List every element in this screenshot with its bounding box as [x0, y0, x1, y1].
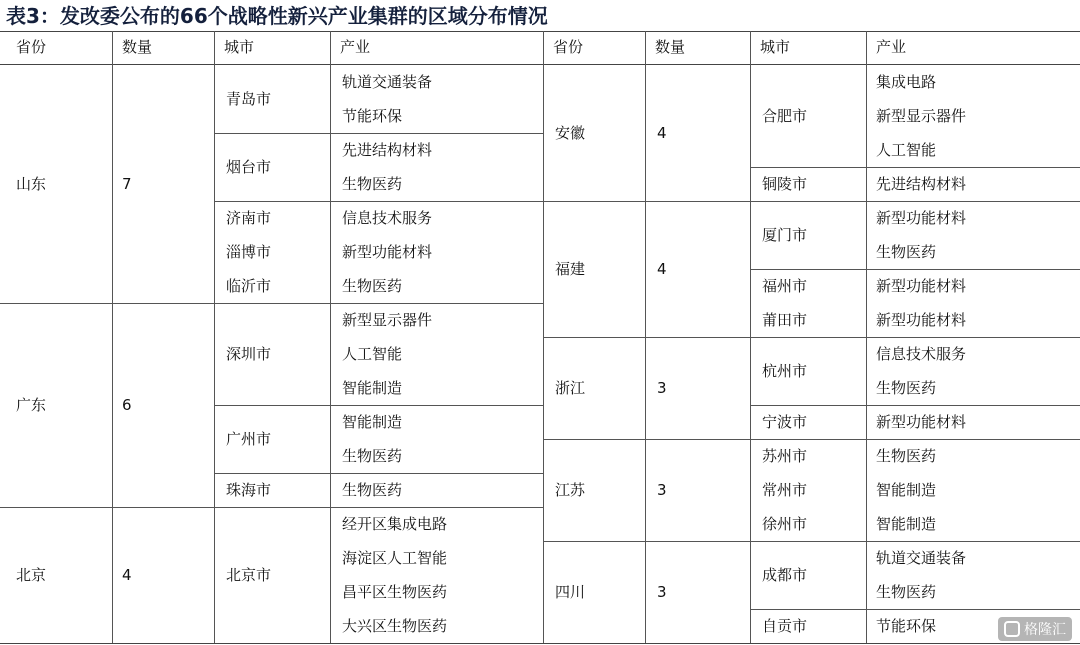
header-cell: 城市	[224, 38, 255, 56]
city-name: 深圳市	[226, 345, 272, 363]
industry-name: 人工智能	[342, 345, 403, 363]
city-name: 苏州市	[762, 447, 808, 465]
industry-name: 生物医药	[876, 447, 937, 465]
province-count: 3	[657, 583, 667, 601]
industry-name: 新型功能材料	[342, 243, 433, 261]
industry-name: 生物医药	[342, 277, 403, 295]
header-cell: 数量	[122, 38, 153, 56]
city-name: 北京市	[226, 566, 272, 584]
industry-name: 新型功能材料	[876, 277, 967, 295]
province-name: 广东	[16, 396, 47, 414]
industry-name: 经开区集成电路	[342, 515, 448, 533]
industry-name: 先进结构材料	[876, 175, 967, 193]
province-name: 浙江	[555, 379, 586, 397]
industry-name: 生物医药	[342, 481, 403, 499]
industry-name: 昌平区生物医药	[342, 583, 448, 601]
header-top-rule	[0, 31, 1080, 32]
city-name: 合肥市	[762, 107, 808, 125]
row-divider	[543, 439, 750, 440]
city-name: 淄博市	[226, 243, 272, 261]
row-divider	[543, 201, 750, 202]
industry-name: 新型功能材料	[876, 209, 967, 227]
province-count: 6	[122, 396, 132, 414]
header-cell: 省份	[16, 38, 47, 56]
industry-name: 生物医药	[342, 175, 403, 193]
row-divider	[543, 337, 750, 338]
industry-name: 轨道交通装备	[876, 549, 967, 567]
industry-name: 节能环保	[876, 617, 937, 635]
industry-name: 轨道交通装备	[342, 73, 433, 91]
column-divider	[112, 31, 113, 643]
city-name: 宁波市	[762, 413, 808, 431]
industry-name: 智能制造	[876, 515, 937, 533]
city-name: 珠海市	[226, 481, 272, 499]
city-name: 福州市	[762, 277, 808, 295]
industry-name: 信息技术服务	[342, 209, 433, 227]
province-name: 北京	[16, 566, 47, 584]
header-cell: 产业	[340, 38, 371, 56]
industry-name: 智能制造	[342, 413, 403, 431]
industry-name: 新型显示器件	[342, 311, 433, 329]
province-name: 山东	[16, 175, 47, 193]
industry-name: 新型显示器件	[876, 107, 967, 125]
column-divider	[214, 31, 215, 643]
province-name: 安徽	[555, 124, 586, 142]
industry-name: 智能制造	[342, 379, 403, 397]
industry-name: 新型功能材料	[876, 311, 967, 329]
province-name: 福建	[555, 260, 586, 278]
industry-name: 信息技术服务	[876, 345, 967, 363]
industry-name: 先进结构材料	[342, 141, 433, 159]
column-divider	[330, 31, 331, 643]
city-name: 自贡市	[762, 617, 808, 635]
province-count: 3	[657, 481, 667, 499]
row-divider	[0, 303, 214, 304]
industry-name: 节能环保	[342, 107, 403, 125]
header-cell: 产业	[876, 38, 907, 56]
watermark-text: 格隆汇	[1024, 622, 1066, 638]
province-count: 3	[657, 379, 667, 397]
watermark	[998, 617, 1072, 641]
city-name: 徐州市	[762, 515, 808, 533]
header-band	[0, 31, 1080, 63]
province-name: 江苏	[555, 481, 586, 499]
city-name: 烟台市	[226, 158, 272, 176]
brand-logo-icon	[1004, 621, 1020, 637]
row-divider	[543, 541, 750, 542]
city-name: 广州市	[226, 430, 272, 448]
province-count: 7	[122, 175, 132, 193]
header-cell: 省份	[553, 38, 584, 56]
industry-name: 大兴区生物医药	[342, 617, 448, 635]
city-name: 成都市	[762, 566, 808, 584]
province-count: 4	[657, 260, 667, 278]
header-cell: 数量	[655, 38, 686, 56]
province-count: 4	[122, 566, 132, 584]
city-name: 莆田市	[762, 311, 808, 329]
table-bottom-rule	[0, 643, 1080, 644]
industry-name: 生物医药	[876, 379, 937, 397]
industry-name: 生物医药	[342, 447, 403, 465]
industry-name: 人工智能	[876, 141, 937, 159]
table-title: 表3：发改委公布的66个战略性新兴产业集群的区域分布情况	[6, 4, 548, 28]
city-name: 济南市	[226, 209, 272, 227]
city-name: 杭州市	[762, 362, 808, 380]
industry-name: 海淀区人工智能	[342, 549, 448, 567]
row-divider	[0, 507, 214, 508]
industry-name: 生物医药	[876, 583, 937, 601]
industry-name: 生物医药	[876, 243, 937, 261]
city-name: 常州市	[762, 481, 808, 499]
city-name: 铜陵市	[762, 175, 808, 193]
industry-name: 新型功能材料	[876, 413, 967, 431]
province-name: 四川	[555, 583, 586, 601]
city-name: 临沂市	[226, 277, 272, 295]
city-name: 青岛市	[226, 90, 272, 108]
industry-name: 智能制造	[876, 481, 937, 499]
industry-name: 集成电路	[876, 73, 937, 91]
province-count: 4	[657, 124, 667, 142]
city-name: 厦门市	[762, 226, 808, 244]
header-cell: 城市	[760, 38, 791, 56]
